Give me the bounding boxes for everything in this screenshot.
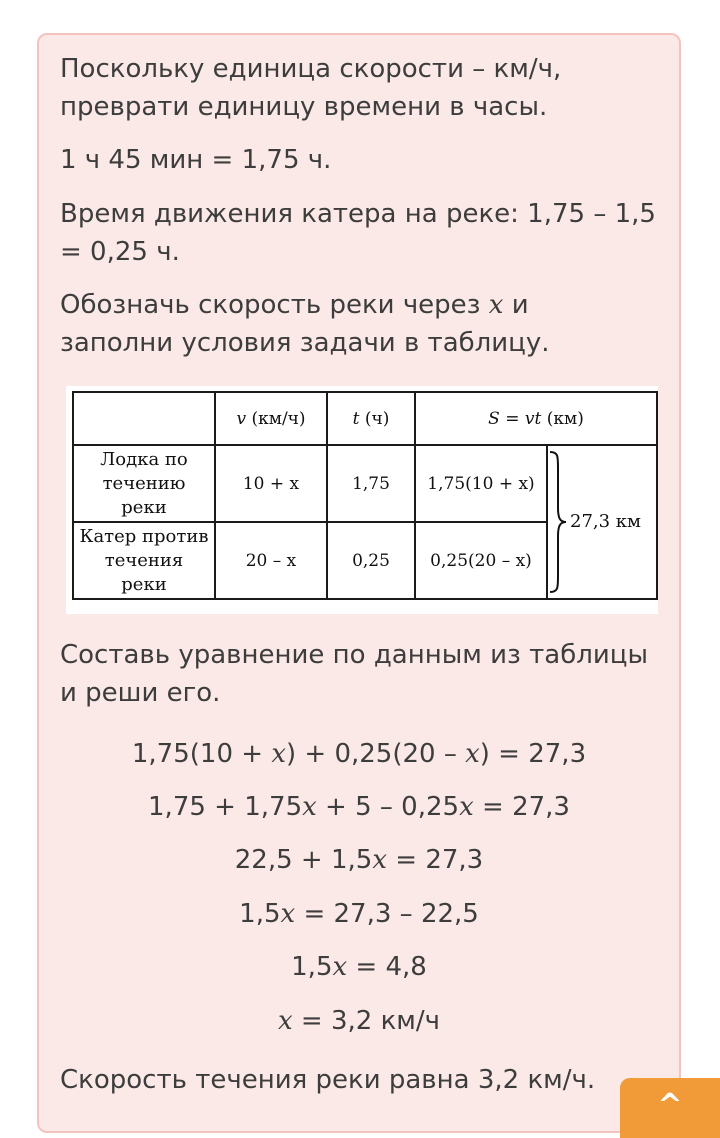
equation-line: 22,5 + 1,5x = 27,3 <box>234 845 484 875</box>
distance-cell: 0,25(20 – x) <box>415 522 547 599</box>
conditions-table-image <box>66 386 658 614</box>
equation-line: x = 3,2 км/ч <box>277 1006 441 1036</box>
equation-line: 1,75(10 + x) + 0,25(20 – x) = 27,3 <box>131 739 587 769</box>
table-row <box>73 445 657 522</box>
conditions-table <box>72 391 658 600</box>
equation-line: 1,75 + 1,75x + 5 – 0,25x = 27,3 <box>148 792 570 822</box>
solution-card <box>37 33 681 1133</box>
time-conversion: 1 ч 45 мин = 1,75 ч. <box>60 145 332 175</box>
row-label: Катер против течения реки <box>73 522 215 599</box>
time-header: t (ч) <box>327 392 415 445</box>
table-header-row <box>73 392 657 445</box>
equation-line: 1,5x = 4,8 <box>291 952 427 982</box>
denote-text: Обозначь скорость реки через x и заполни условия задачи в таблицу. <box>60 290 550 358</box>
time-cell: 1,75 <box>327 445 415 522</box>
scroll-up-button[interactable] <box>620 1078 720 1138</box>
distance-cell: 1,75(10 + x) <box>415 445 547 522</box>
time-cell: 0,25 <box>327 522 415 599</box>
speed-cell: 10 + x <box>215 445 327 522</box>
total-distance: 27,3 км <box>570 511 642 532</box>
speed-cell: 20 – x <box>215 522 327 599</box>
speed-header: v (км/ч) <box>215 392 327 445</box>
total-cell <box>547 445 657 599</box>
compose-text: Составь уравнение по данным из таблицы и реши его. <box>60 640 648 708</box>
distance-header: S = vt (км) <box>415 392 657 445</box>
river-time-text: Время движения катера на реке: 1,75 – 1,5 = 0,25 ч. <box>60 199 656 267</box>
curly-brace-icon <box>548 446 568 598</box>
conclusion-text: Скорость течения реки равна 3,2 км/ч. <box>60 1065 596 1095</box>
empty-header-cell <box>73 392 215 445</box>
equation-line: 1,5x = 27,3 – 22,5 <box>239 899 479 929</box>
chevron-up-icon: ^ <box>657 1088 683 1123</box>
row-label: Лодка по течению реки <box>73 445 215 522</box>
intro-text: Поскольку единица скорости – км/ч, преврати единицу времени в часы. <box>60 54 562 122</box>
